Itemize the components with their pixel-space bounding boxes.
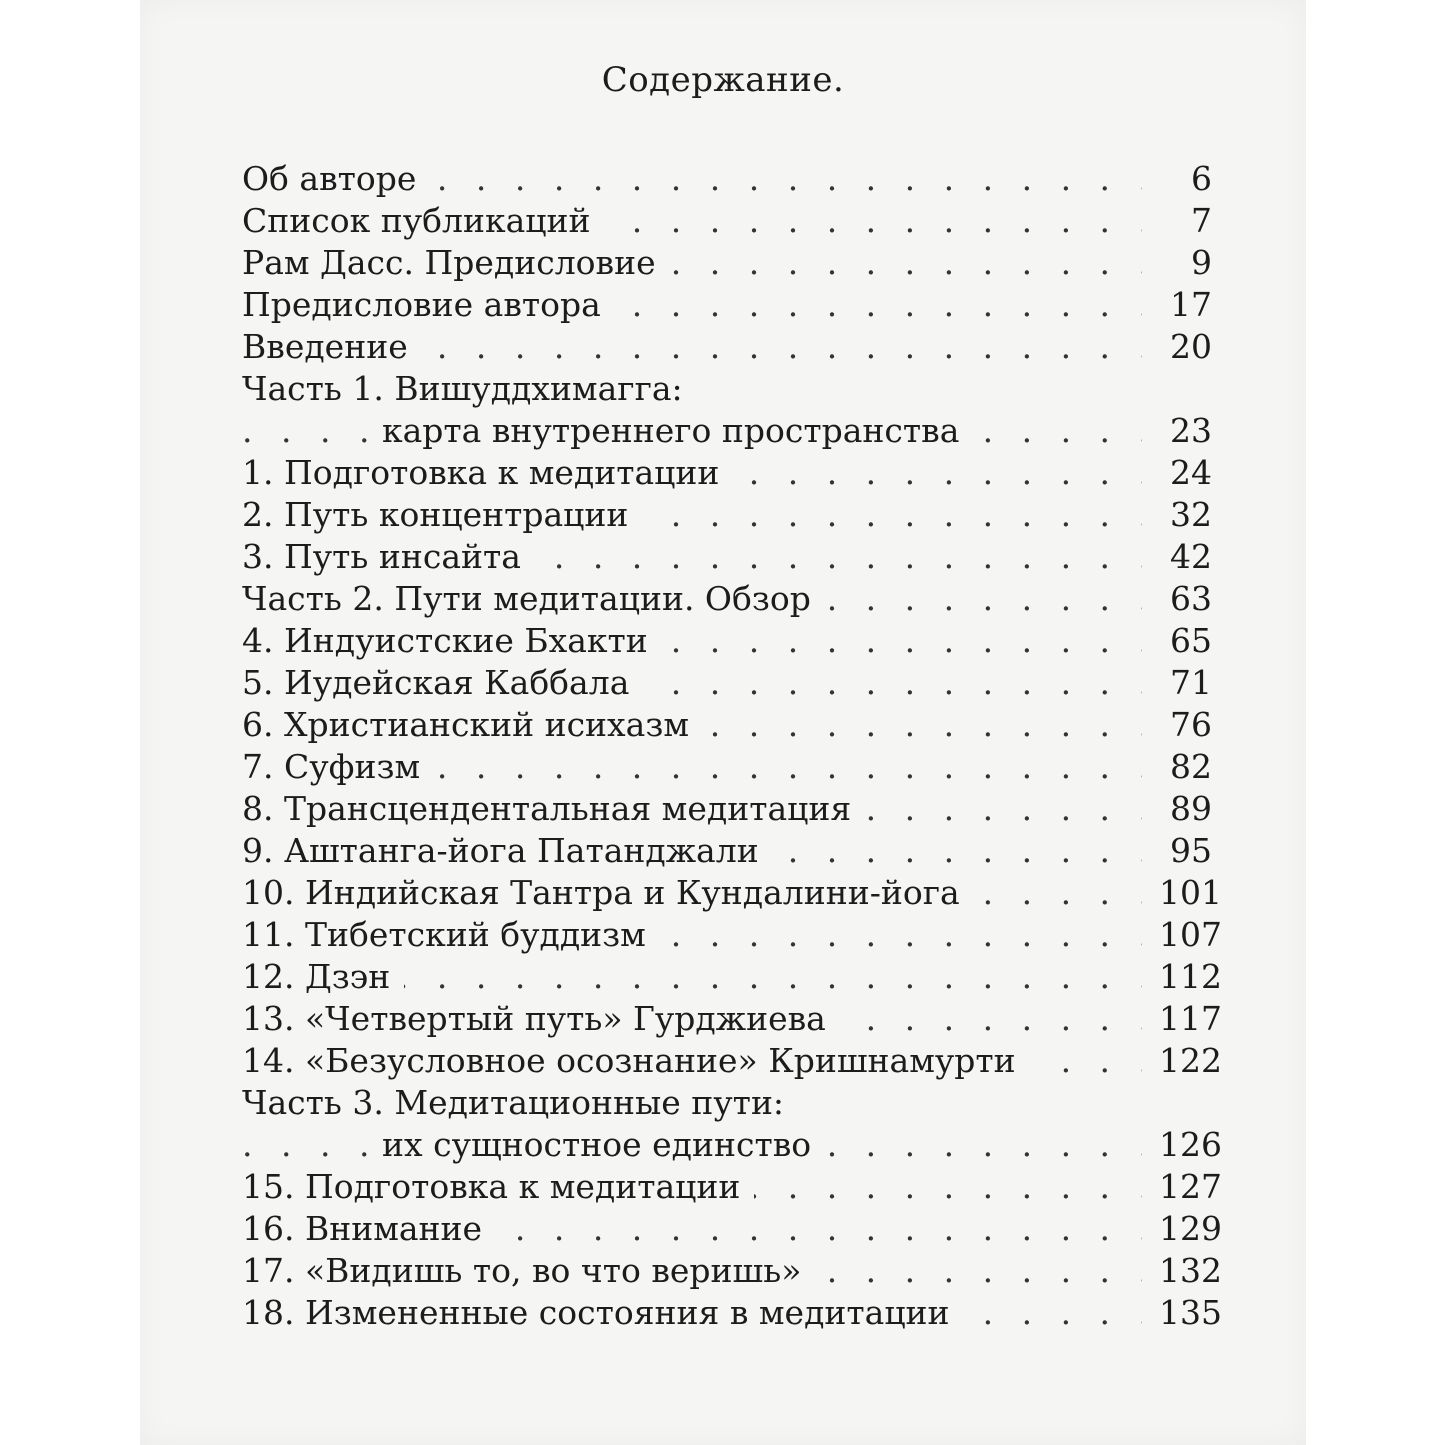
toc-entry-page: 129 (1142, 1208, 1222, 1250)
toc-entry (242, 956, 1222, 998)
toc-entry-page: 107 (1142, 914, 1222, 956)
toc-entry-label: 2. Путь концентрации (242, 495, 642, 534)
toc-entry (242, 452, 1212, 494)
toc-entry-label: 7. Суфизм (242, 747, 434, 786)
toc-entry-label: 14. «Безусловное осознание» Кришнамурти (242, 1041, 1030, 1080)
toc-entry-page: 117 (1142, 998, 1222, 1040)
toc-entry-label: карта внутреннего пространства (382, 411, 973, 450)
toc-entry-label: Часть 2. Пути медитации. Обзор (242, 579, 825, 618)
toc-entry-label: Предисловие автора (242, 285, 615, 324)
toc-entry-page: 135 (1142, 1292, 1222, 1334)
toc-entry-label: 13. «Четвертый путь» Гурджиева (242, 999, 840, 1038)
toc-entry-label: Часть 3. Медитационные пути: (242, 1083, 785, 1122)
toc-part-heading (242, 1082, 1212, 1124)
toc-entry (242, 326, 1212, 368)
toc-entry (242, 872, 1222, 914)
toc-entry-page: 65 (1142, 620, 1212, 662)
table-of-contents (242, 158, 1222, 1334)
page-title: Содержание. (601, 60, 845, 100)
toc-entry-page: 126 (1142, 1124, 1222, 1166)
toc-entry-label: их сущностное единство (382, 1125, 825, 1164)
toc-entry-page: 9 (1142, 242, 1212, 284)
toc-entry (242, 410, 1212, 452)
toc-part-heading (242, 368, 1212, 410)
toc-entry (242, 494, 1212, 536)
toc-entry-label: Список публикаций (242, 201, 604, 240)
toc-entry (242, 914, 1222, 956)
toc-entry-label: 6. Христианский исихазм (242, 705, 703, 744)
toc-entry-label: 1. Подготовка к медитации (242, 453, 733, 492)
toc-entry-page: 122 (1142, 1040, 1222, 1082)
toc-entry-page: 101 (1142, 872, 1222, 914)
toc-entry-label: Часть 1. Вишуддхимагга: (242, 369, 683, 408)
toc-entry-label: Введение (242, 327, 422, 366)
toc-entry-label: 15. Подготовка к медитации (242, 1167, 754, 1206)
toc-entry-page: 132 (1142, 1250, 1222, 1292)
toc-entry-label: 16. Внимание (242, 1209, 496, 1248)
toc-entry-page: 71 (1142, 662, 1212, 704)
toc-entry (242, 536, 1212, 578)
toc-entry-label: 10. Индийская Тантра и Кундалини-йога (242, 873, 974, 912)
book-page (140, 0, 1306, 1445)
toc-entry-label: 5. Иудейская Каббала (242, 663, 643, 702)
toc-entry (242, 746, 1212, 788)
toc-entry (242, 998, 1222, 1040)
toc-entry-label: 8. Трансцендентальная медитация (242, 789, 865, 828)
toc-entry-page: 23 (1142, 410, 1212, 452)
toc-entry-page: 82 (1142, 746, 1212, 788)
toc-entry-label: 18. Измененные состояния в медитации (242, 1293, 964, 1332)
toc-entry-label: 12. Дзэн (242, 957, 404, 996)
toc-entry (242, 284, 1212, 326)
toc-entry-label: 9. Аштанга-йога Патанджали (242, 831, 773, 870)
toc-entry (242, 242, 1212, 284)
toc-entry (242, 788, 1212, 830)
toc-entry (242, 1250, 1222, 1292)
toc-entry (242, 578, 1212, 620)
toc-entry-page: 24 (1142, 452, 1212, 494)
toc-entry-page: 95 (1142, 830, 1212, 872)
toc-entry-page: 89 (1142, 788, 1212, 830)
toc-entry-label: 17. «Видишь то, во что веришь» (242, 1251, 815, 1290)
toc-entry (242, 704, 1212, 746)
toc-entry (242, 1040, 1222, 1082)
toc-entry-page: 20 (1142, 326, 1212, 368)
toc-entry-page: 76 (1142, 704, 1212, 746)
toc-entry-page: 112 (1142, 956, 1222, 998)
toc-entry (242, 1124, 1222, 1166)
toc-entry (242, 200, 1212, 242)
toc-entry (242, 1166, 1222, 1208)
toc-entry-label: Об авторе (242, 159, 430, 198)
toc-entry (242, 830, 1212, 872)
toc-entry (242, 620, 1212, 662)
toc-entry (242, 1208, 1222, 1250)
toc-entry-page: 32 (1142, 494, 1212, 536)
toc-entry (242, 158, 1212, 200)
toc-entry-page: 127 (1142, 1166, 1222, 1208)
toc-entry-page: 7 (1142, 200, 1212, 242)
toc-entry-page: 6 (1142, 158, 1212, 200)
toc-entry-label: 3. Путь инсайта (242, 537, 535, 576)
toc-entry-label: Рам Дасс. Предисловие (242, 243, 670, 282)
toc-entry (242, 662, 1212, 704)
toc-entry-page: 42 (1142, 536, 1212, 578)
toc-entry (242, 1292, 1222, 1334)
toc-entry-page: 17 (1142, 284, 1212, 326)
toc-entry-label: 11. Тибетский буддизм (242, 915, 660, 954)
toc-entry-page: 63 (1142, 578, 1212, 620)
toc-entry-label: 4. Индуистские Бхакти (242, 621, 662, 660)
